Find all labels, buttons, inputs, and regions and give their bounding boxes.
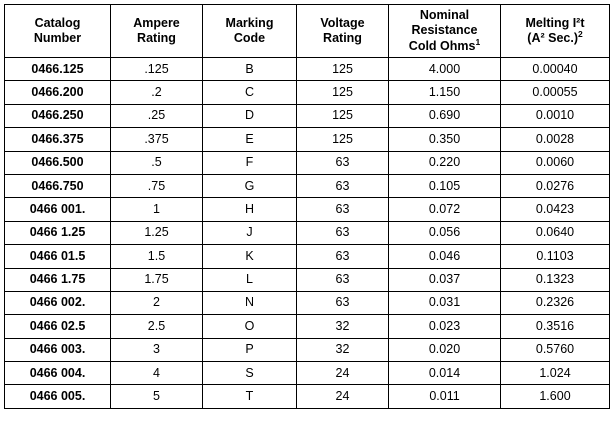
data-cell: 125 (297, 104, 389, 127)
catalog-number-cell: 0466 1.25 (5, 221, 111, 244)
data-cell: 0.037 (389, 268, 501, 291)
catalog-number-cell: 0466 1.75 (5, 268, 111, 291)
data-cell: 63 (297, 151, 389, 174)
table-header (5, 5, 610, 58)
column-header-line: Cold Ohms$^1$ (408, 36, 481, 53)
data-cell: N (203, 291, 297, 314)
table-row (5, 362, 610, 385)
table-row (5, 198, 610, 221)
data-cell: H (203, 198, 297, 221)
catalog-number-cell: 0466 01.5 (5, 245, 111, 268)
column-header-line: Number (33, 31, 82, 45)
catalog-number-cell: 0466.125 (5, 58, 111, 81)
data-cell: 32 (297, 315, 389, 338)
fuse-specification-table (4, 4, 610, 409)
data-cell: 2.5 (111, 315, 203, 338)
table-row (5, 58, 610, 81)
table-row (5, 174, 610, 197)
column-header-3 (297, 5, 389, 58)
data-cell: 0.1103 (501, 245, 610, 268)
column-header-4 (389, 5, 501, 58)
data-cell: 1.150 (389, 81, 501, 104)
data-cell: .5 (111, 151, 203, 174)
data-cell: 2 (111, 291, 203, 314)
data-cell: 0.056 (389, 221, 501, 244)
data-cell: 1.75 (111, 268, 203, 291)
data-cell: .125 (111, 58, 203, 81)
data-cell: .375 (111, 128, 203, 151)
column-header-line: Code (233, 31, 266, 45)
data-cell: 1 (111, 198, 203, 221)
table-row (5, 81, 610, 104)
column-header-line: Catalog (34, 15, 81, 30)
data-cell: G (203, 174, 297, 197)
data-cell: P (203, 338, 297, 361)
data-cell: 0.031 (389, 291, 501, 314)
column-header-0 (5, 5, 111, 58)
catalog-number-cell: 0466 002. (5, 291, 111, 314)
data-cell: 0.220 (389, 151, 501, 174)
data-cell: 0.1323 (501, 268, 610, 291)
data-cell: C (203, 81, 297, 104)
column-header-line: Melting I²t (525, 15, 585, 30)
data-cell: .75 (111, 174, 203, 197)
data-cell: 0.014 (389, 362, 501, 385)
catalog-number-cell: 0466.500 (5, 151, 111, 174)
column-header-line: Resistance (411, 23, 478, 38)
data-cell: 63 (297, 174, 389, 197)
catalog-number-cell: 0466.200 (5, 81, 111, 104)
data-cell: 4 (111, 362, 203, 385)
column-header-line: Ampere (133, 15, 180, 30)
data-cell: S (203, 362, 297, 385)
catalog-number-cell: 0466 001. (5, 198, 111, 221)
data-cell: 125 (297, 58, 389, 81)
data-cell: 0.5760 (501, 338, 610, 361)
data-cell: .25 (111, 104, 203, 127)
column-header-line: Rating (137, 31, 176, 45)
data-cell: T (203, 385, 297, 408)
data-cell: 5 (111, 385, 203, 408)
data-cell: 32 (297, 338, 389, 361)
data-cell: 63 (297, 268, 389, 291)
data-cell: 63 (297, 221, 389, 244)
table-row (5, 315, 610, 338)
data-cell: 0.350 (389, 128, 501, 151)
column-header-line: Marking (225, 15, 274, 30)
data-cell: 0.020 (389, 338, 501, 361)
table-body (5, 58, 610, 409)
data-cell: 63 (297, 291, 389, 314)
data-cell: 0.105 (389, 174, 501, 197)
data-cell: L (203, 268, 297, 291)
catalog-number-cell: 0466 02.5 (5, 315, 111, 338)
footnote-marker: 1 (475, 36, 481, 47)
data-cell: 1.25 (111, 221, 203, 244)
table-row (5, 291, 610, 314)
data-cell: 3 (111, 338, 203, 361)
table-row (5, 128, 610, 151)
header-row (5, 5, 610, 58)
table-row (5, 104, 610, 127)
table-row (5, 338, 610, 361)
data-cell: 1.024 (501, 362, 610, 385)
data-cell: 0.046 (389, 245, 501, 268)
data-cell: 1.600 (501, 385, 610, 408)
column-header-line: (A² Sec.)$^2$ (527, 28, 583, 45)
data-cell: 0.0640 (501, 221, 610, 244)
data-cell: 0.023 (389, 315, 501, 338)
catalog-number-cell: 0466 005. (5, 385, 111, 408)
data-cell: 0.0060 (501, 151, 610, 174)
table-row (5, 245, 610, 268)
data-cell: 4.000 (389, 58, 501, 81)
column-header-5 (501, 5, 610, 58)
data-cell: 0.00055 (501, 81, 610, 104)
data-cell: 0.011 (389, 385, 501, 408)
data-cell: 0.0010 (501, 104, 610, 127)
data-cell: E (203, 128, 297, 151)
footnote-marker: 2 (577, 28, 583, 39)
data-cell: B (203, 58, 297, 81)
data-cell: 125 (297, 128, 389, 151)
data-cell: 0.3516 (501, 315, 610, 338)
data-cell: 24 (297, 362, 389, 385)
column-header-line: Rating (323, 31, 362, 45)
column-header-2 (203, 5, 297, 58)
catalog-number-cell: 0466 004. (5, 362, 111, 385)
data-cell: 0.00040 (501, 58, 610, 81)
spec-sheet (0, 4, 613, 429)
data-cell: 24 (297, 385, 389, 408)
table-row (5, 221, 610, 244)
column-header-line: Nominal (419, 8, 470, 23)
data-cell: 0.0423 (501, 198, 610, 221)
data-cell: .2 (111, 81, 203, 104)
data-cell: 1.5 (111, 245, 203, 268)
table-row (5, 151, 610, 174)
catalog-number-cell: 0466 003. (5, 338, 111, 361)
data-cell: J (203, 221, 297, 244)
data-cell: 63 (297, 245, 389, 268)
catalog-number-cell: 0466.750 (5, 174, 111, 197)
data-cell: 0.690 (389, 104, 501, 127)
table-row (5, 268, 610, 291)
table-row (5, 385, 610, 408)
column-header-1 (111, 5, 203, 58)
data-cell: D (203, 104, 297, 127)
data-cell: 0.0028 (501, 128, 610, 151)
data-cell: 0.2326 (501, 291, 610, 314)
data-cell: F (203, 151, 297, 174)
catalog-number-cell: 0466.375 (5, 128, 111, 151)
data-cell: O (203, 315, 297, 338)
data-cell: 125 (297, 81, 389, 104)
data-cell: 63 (297, 198, 389, 221)
data-cell: K (203, 245, 297, 268)
column-header-line: Voltage (320, 15, 365, 30)
catalog-number-cell: 0466.250 (5, 104, 111, 127)
data-cell: 0.0276 (501, 174, 610, 197)
data-cell: 0.072 (389, 198, 501, 221)
